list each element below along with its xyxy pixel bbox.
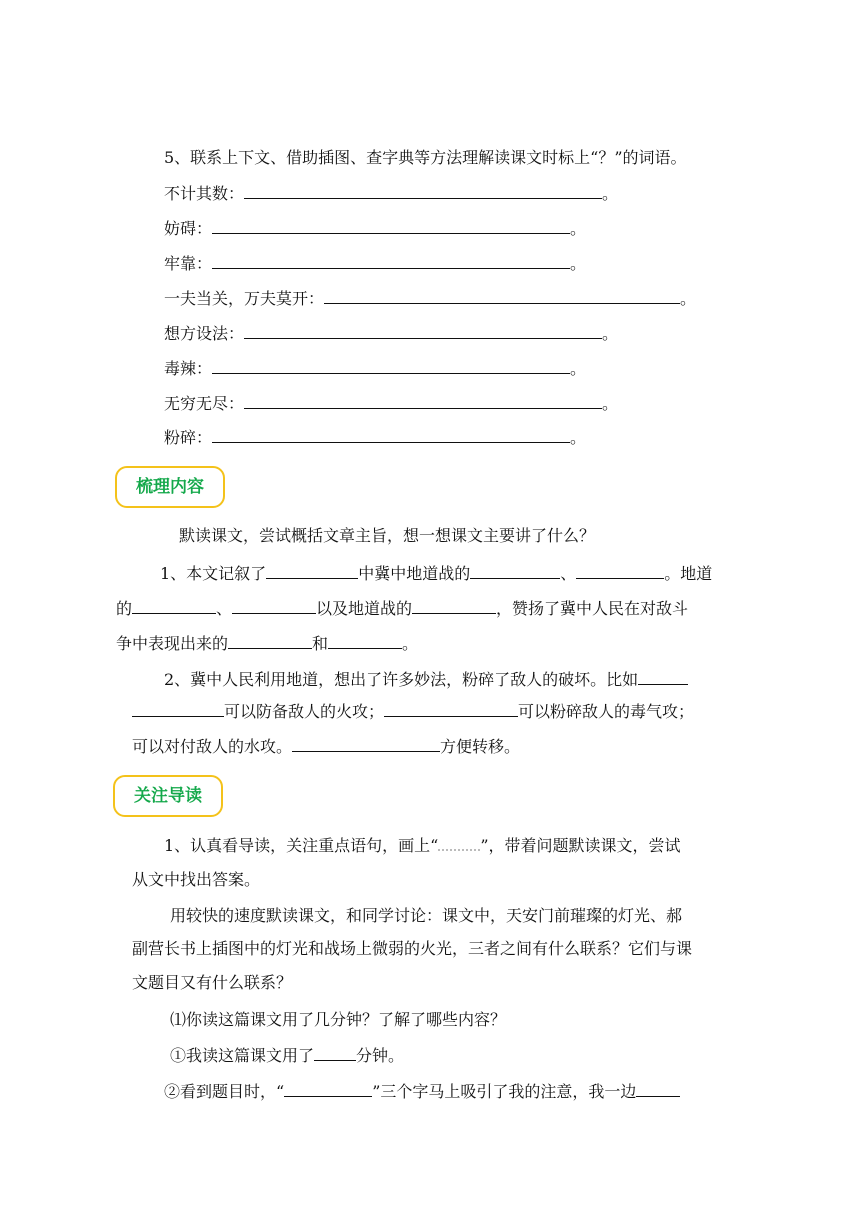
guide-para-line-1: 用较快的速度默读课文，和同学讨论：课文中，天安门前璀璨的灯光、郝 <box>170 906 683 925</box>
answer-blank[interactable] <box>314 1044 356 1061</box>
question-2-line-1: 2、冀中人民利用地道，想出了许多妙法，粉碎了敌人的破坏。比如 <box>164 668 688 690</box>
vocab-end: 。 <box>602 184 619 203</box>
vocab-item <box>164 392 618 414</box>
answer-blank[interactable] <box>212 426 570 443</box>
answer-blank[interactable] <box>324 287 680 304</box>
vocab-term: 不计其数： <box>164 184 245 203</box>
vocab-end: 。 <box>602 394 619 413</box>
answer-blank[interactable] <box>228 632 312 649</box>
vocab-end: 。 <box>680 289 697 308</box>
question-1-line-1: 1、本文记叙了 中冀中地道战的 、 。地道 <box>160 564 713 583</box>
answer-blank[interactable] <box>470 562 560 579</box>
section5-heading: 5、联系上下文、借助插图、查字典等方法理解读课文时标上“？”的词语。 <box>164 148 687 167</box>
guide-q1-line-2: 从文中找出答案。 <box>132 870 261 889</box>
section-badge-guided-reading: 关注导读 <box>113 775 223 817</box>
vocab-term: 想方设法： <box>164 324 245 343</box>
question-1-line-2: 的 、 以及地道战的 ，赞扬了冀中人民在对敌斗 <box>116 599 689 618</box>
answer-blank[interactable] <box>212 357 570 374</box>
answer-blank[interactable] <box>292 735 440 752</box>
vocab-term: 毒辣： <box>164 359 213 378</box>
guide-sub-3: ②看到题目时，“ ”三个字马上吸引了我的注意，我一边 <box>164 1080 680 1102</box>
vocab-item <box>164 217 586 239</box>
answer-blank[interactable] <box>132 597 216 614</box>
answer-blank[interactable] <box>412 597 496 614</box>
answer-blank[interactable] <box>212 252 570 269</box>
answer-blank[interactable] <box>576 562 664 579</box>
question-2-line-3: 可以对付敌人的水攻。 方便转移。 <box>132 737 521 756</box>
section-badge-sort-content: 梳理内容 <box>115 466 225 508</box>
guide-q1-line-1: 1、认真看导读，关注重点语句，画上“ ”，带着问题默读课文，尝试 <box>164 836 681 855</box>
guide-sub-2: ①我读这篇课文用了 分钟。 <box>170 1046 405 1065</box>
answer-blank[interactable] <box>244 182 602 199</box>
vocab-end: 。 <box>570 254 587 273</box>
answer-blank[interactable] <box>328 632 402 649</box>
vocab-end: 。 <box>602 324 619 343</box>
vocab-item <box>164 426 586 448</box>
vocab-term: 无穷无尽： <box>164 394 245 413</box>
question-2-line-2: 可以防备敌人的火攻； 可以粉碎敌人的毒气攻； <box>132 700 694 722</box>
vocab-item <box>164 252 586 274</box>
answer-blank[interactable] <box>284 1080 372 1097</box>
vocab-item <box>164 357 586 379</box>
vocab-term: 一夫当关，万夫莫开： <box>164 289 325 308</box>
guide-para-line-2: 副营长书上插图中的灯光和战场上微弱的火光，三者之间有什么联系？它们与课 <box>132 939 693 958</box>
vocab-item <box>164 182 618 204</box>
answer-blank[interactable] <box>638 668 688 685</box>
answer-blank[interactable] <box>244 322 602 339</box>
answer-blank[interactable] <box>232 597 316 614</box>
vocab-term: 妨碍： <box>164 219 213 238</box>
vocab-term: 粉碎： <box>164 428 213 447</box>
guide-sub-1: ⑴你读这篇课文用了几分钟？了解了哪些内容？ <box>170 1010 507 1029</box>
answer-blank[interactable] <box>132 700 224 717</box>
answer-blank[interactable] <box>636 1080 680 1097</box>
vocab-item <box>164 322 618 344</box>
vocab-end: 。 <box>570 219 587 238</box>
answer-blank[interactable] <box>384 700 518 717</box>
question-1-line-3: 争中表现出来的 和 。 <box>116 634 419 653</box>
vocab-item <box>164 287 696 309</box>
guide-para-line-3: 文题目又有什么联系？ <box>132 973 293 992</box>
vocab-term: 牢靠： <box>164 254 213 273</box>
vocab-end: 。 <box>570 428 587 447</box>
answer-blank[interactable] <box>266 562 358 579</box>
answer-blank[interactable] <box>212 217 570 234</box>
vocab-end: 。 <box>570 359 587 378</box>
answer-blank[interactable] <box>244 392 602 409</box>
dotted-underline-sample <box>438 837 480 851</box>
sort-intro: 默读课文，尝试概括文章主旨，想一想课文主要讲了什么？ <box>179 526 596 545</box>
